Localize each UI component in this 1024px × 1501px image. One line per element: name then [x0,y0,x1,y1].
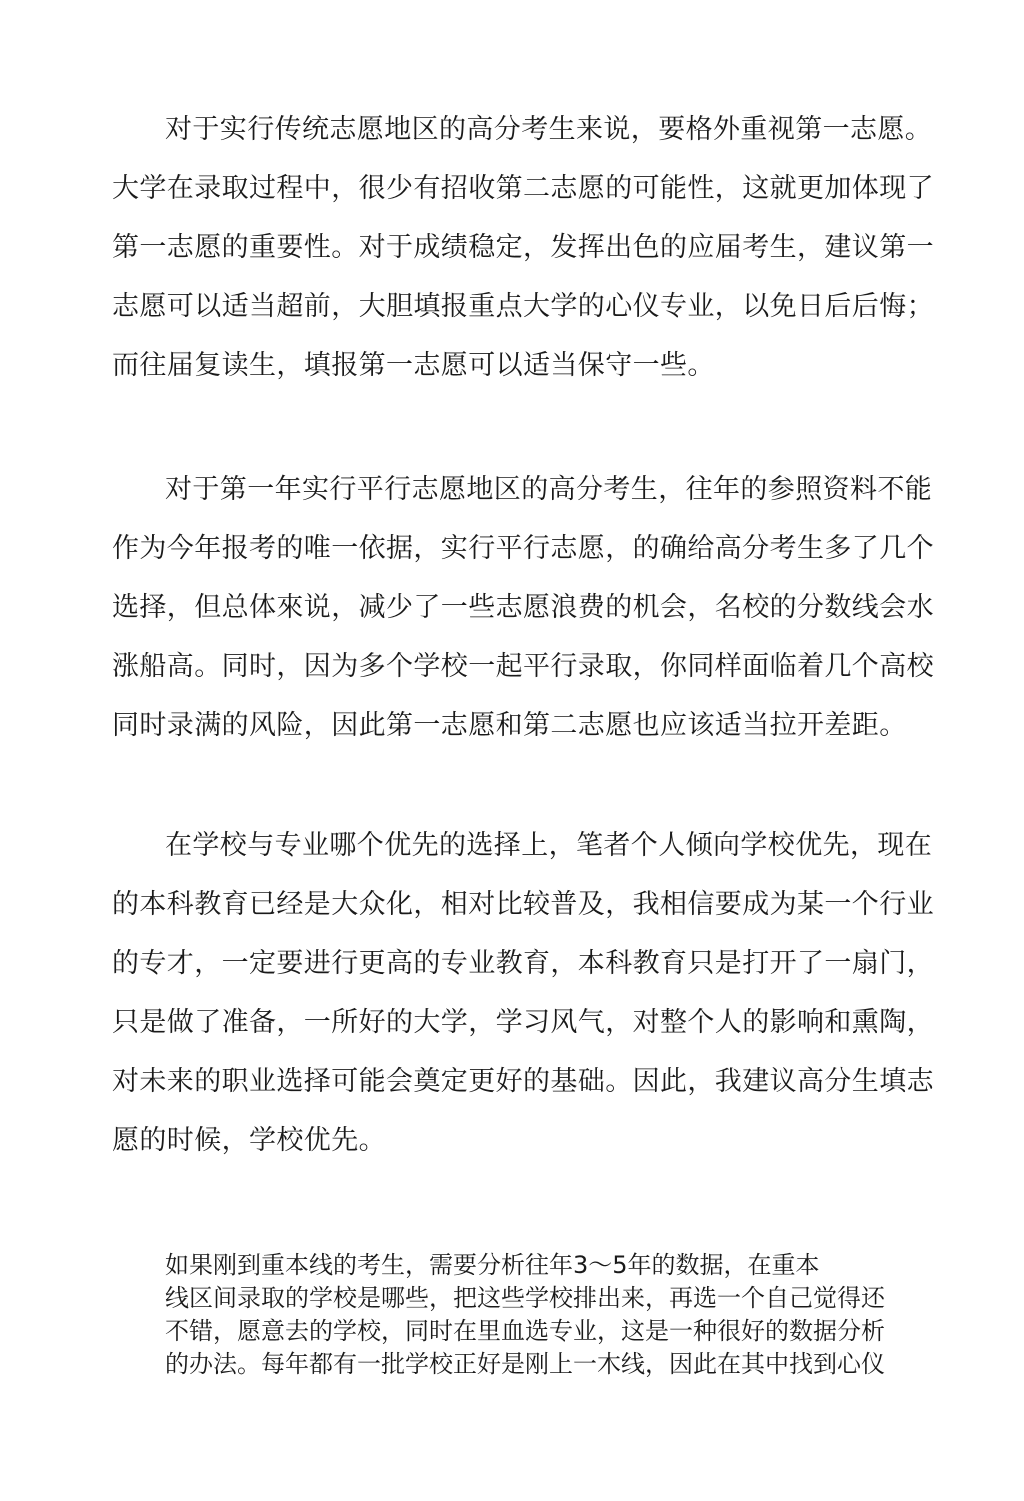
paragraph-line: 第一志愿的重要性。对于成绩稳定，发挥出色的应届考生，建议第一 [112,232,934,263]
paragraph-line: 对未来的职业选择可能会奠定更好的基础。因此，我建议高分生填志 [112,1066,934,1097]
paragraph-line: 不错，愿意去的学校，同时在里血选专业，这是一种很好的数据分析 [165,1317,885,1345]
paragraph-line: 在学校与专业哪个优先的选择上，笔者个人倾向学校优先，现在 [165,830,933,861]
paragraph-line: 大学在录取过程中，很少有招收第二志愿的可能性，这就更加体现了 [112,173,934,204]
paragraph-line: 作为今年报考的唯一依据，实行平行志愿，的确给高分考生多了几个 [112,533,934,564]
paragraph-line: 涨船高。同时，因为多个学校一起平行录取，你同样面临着几个高校 [112,651,934,682]
paragraph-line: 同时录满的风险，因此第一志愿和第二志愿也应该适当拉开差距。 [112,710,907,741]
paragraph-line: 愿的时候，学校优先。 [112,1125,386,1156]
paragraph-line: 选择，但总体來说，减少了一些志愿浪费的机会，名校的分数线会水 [112,592,934,623]
paragraph-line: 线区间录取的学校是哪些，把这些学校排出来，再选一个自己觉得还 [165,1284,885,1312]
paragraph-line: 志愿可以适当超前，大胆填报重点大学的心仪专业，以免日后后悔； [112,291,934,322]
paragraph-line: 对于第一年实行平行志愿地区的高分考生，往年的参照资料不能 [165,474,933,505]
paragraph-line: 对于实行传统志愿地区的高分考生来说，要格外重视第一志愿。 [165,114,933,145]
paragraph-line: 只是做了准备，一所好的大学，学习风气，对整个人的影响和熏陶， [112,1007,934,1038]
paragraph-line: 而往届复读生，填报第一志愿可以适当保守一些。 [112,350,715,381]
paragraph-line: 如果刚到重本线的考生，需要分析往年3～5年的数据，在重本 [165,1251,820,1279]
paragraph-line: 的本科教育已经是大众化，相对比较普及，我相信要成为某一个行业 [112,889,934,920]
paragraph-line: 的专才，一定要进行更高的专业教育，本科教育只是打开了一扇门， [112,948,934,979]
paragraph-line: 的办法。每年都有一批学校正好是刚上一木线，因此在其中找到心仪 [165,1350,885,1378]
